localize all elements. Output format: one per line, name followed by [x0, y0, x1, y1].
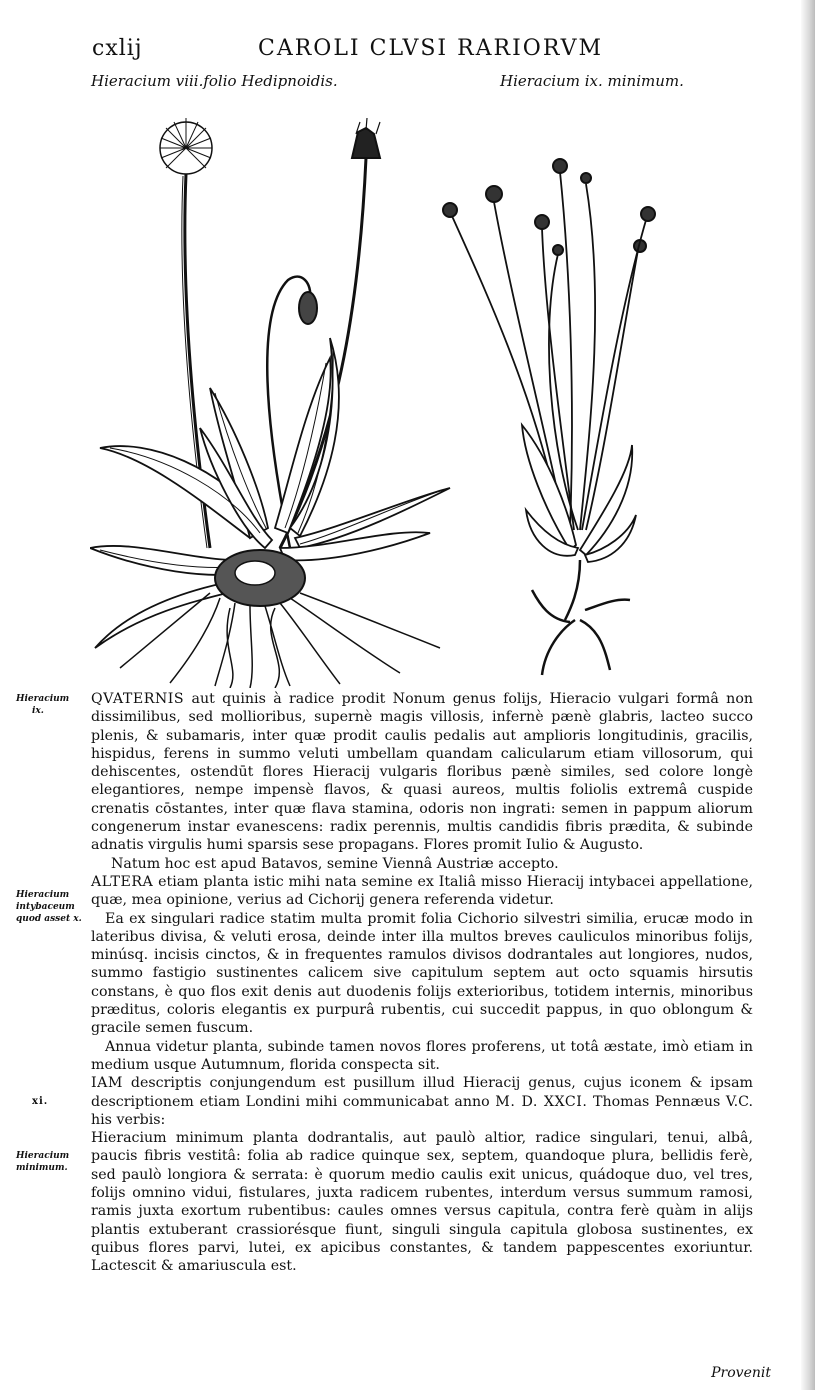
paragraph-4: Ea ex singulari radice statim multa promit folia Cichorio silvestri similia, erucæ modo in lateribus divisa, & veluti erosa, deinde inter illa multos breves cauliculos minoribus folijs, minúsq. incisis cinctos, & in frequentes ramulos divisos dodrantales aut longiores, nudos, summo fastigio sustinentes calicem sive capitulum septem aut octo squamis hirsutis constans, è quo flos exit denis aut duodenis folijs exterioribus, totidem internis, minoribus præditus, coloris elegantis ex purpurâ rubentis, cui succedit pappus, in quo oblongum & gracile semen fuscum. — [91, 910, 753, 1037]
margin-note-ix-label: Hieracium — [16, 694, 70, 704]
body-text — [91, 690, 753, 1276]
margin-note-minimum: Hieracium minimum. — [16, 1151, 70, 1173]
paragraph-3-text: etiam planta istic mihi nata semine ex Italiâ misso Hieracij intybacei appellatione, quæ, mea opinione, verius ad Cichorij genera referenda videtur. — [91, 873, 754, 909]
flower-head-bud-top — [352, 118, 380, 158]
running-title: CAROLI CLVSI RARIORVM — [258, 36, 604, 61]
paragraph-5: Annua videtur planta, subinde tamen novos flores proferens, ut totâ æstate, imò etiam in medium usque Autumnum, florida conspecta sit. — [91, 1038, 753, 1073]
margin-note-ix-num: ix. — [32, 706, 44, 716]
paragraph-6-lead: IAM — [91, 1075, 123, 1092]
paragraph-6-year: M. D. XXCI. — [495, 1093, 588, 1110]
paragraph-3 — [91, 873, 753, 910]
catchword: Provenit — [711, 1365, 771, 1381]
root-crown — [215, 550, 305, 606]
woodcut-hieracium-viii — [90, 108, 460, 688]
paragraph-3-lead: ALTERA — [91, 873, 154, 890]
page-number: cxlij — [92, 36, 143, 61]
basal-leaves — [522, 425, 636, 562]
paragraph-1-lead: QVATERNIS — [91, 691, 185, 707]
paragraph-7: Hieracium minimum planta dodrantalis, aut paulò altior, radice singulari, tenui, albâ, paucis fibris vestitâ: folia ab radice quinque sex, septem, quandoque plura, bellidis ferè, sed paulò longiora & serrata: è quorum medio caulis exit unicus, quádoque duo, vel tres, folijs omnino vidui, fistulares, juxta radicem rubentes, interdum versus summum ramosi, ramis juxta exortum rubentibus: caules omnes versus capitula, contra ferè quàm in alijs plantis extuberant crassiorésque fiunt, singuli singula capitula globosa sustinentes, ex quibus flores parvi, lutei, ex apicibus constantes, & tandem pappescentes exoriuntur. Lactescit & amariuscula est. — [91, 1130, 753, 1275]
taproot — [532, 560, 630, 675]
plate-caption-right: Hieracium ix. minimum. — [500, 72, 684, 90]
margin-note-intybaceum: Hieracium intybaceum quod asset x. — [16, 890, 82, 924]
paragraph-6-text: descriptis conjungendum est pusillum illud Hieracij genus, cujus iconem & ipsam descriptionem etiam Londini mihi communicabat anno — [91, 1075, 753, 1110]
paragraph-2: Natum hoc est apud Batavos, semine Viennâ Austriæ accepto. — [111, 855, 559, 872]
plate-caption-left: Hieracium viii.folio Hedipnoidis. — [91, 72, 338, 90]
woodcut-hieracium-ix — [430, 150, 670, 680]
paragraph-6-tail: Thomas Pennæus V.C. his verbis: — [91, 1093, 754, 1128]
paragraph-1 — [91, 690, 753, 855]
margin-note-xi: xi. — [32, 1096, 49, 1107]
paragraph-1-text: aut quinis à radice prodit Nonum genus folijs, Hieracio vulgari formâ non dissimilibus, sed mollioribus, supernè magis villosis, infernè pænè glabris, lacteo succo plenis, & subamaris, inter quæ prodit caulis pedalis aut amplioris longitudinis, gracilis, hispidus, ferens in summo veluti umbellam quandam calicularum etiam villosorum, qui dehiscentes, ostendūt flores Hieracij vulgaris floribus pænè similes, sed colore longè elegantiores, nempe impensè flavos, & quasi aureos, multis foliolis extremâ cuspide crenatis cōstantes, inter quæ flava stamina, odoris non ingrati: semen in pappum aliorum congenerum instar evanescens: radix perennis, multis candidis fibris prædita, & subinde adnatis virgulis humi sparsis sese propagans. Flores promit Iulio & Augusto. — [91, 691, 753, 854]
margin-note-ix — [16, 693, 88, 717]
flower-heads — [443, 159, 655, 255]
paragraph-6 — [91, 1074, 753, 1129]
flower-head-puffball — [160, 118, 212, 174]
page-edge — [801, 0, 815, 1390]
